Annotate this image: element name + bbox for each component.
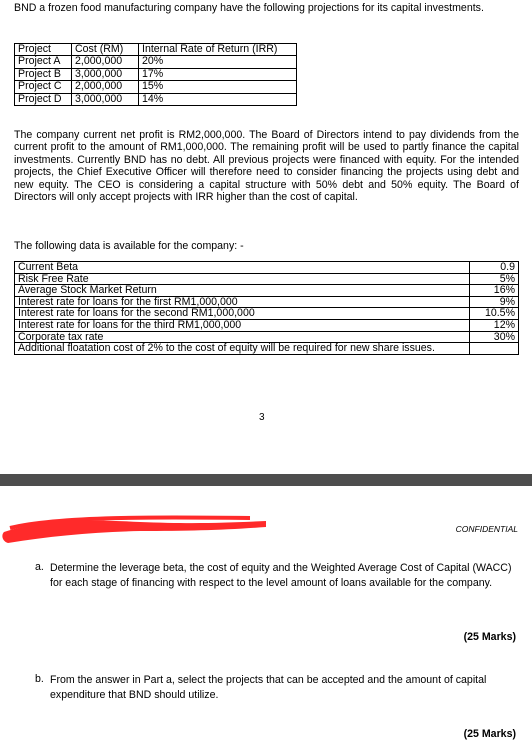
table-cell [470,343,519,355]
question-text: From the answer in Part a, select the projects that can be accepted and the amount of capital expenditure that BND should utilize. [50,674,487,701]
table-cell: 5% [470,273,519,285]
table-row [15,331,519,343]
data-intro: The following data is available for the company: - [14,240,244,252]
intro-paragraph: BND a frozen food manufacturing company have the following projections for its capital investments. [14,2,484,14]
page-number: 3 [259,412,265,423]
page-divider [0,474,532,486]
table-cell: 9% [470,296,519,308]
question-marks: (25 Marks) [463,728,516,740]
table-cell: 0.9 [470,262,519,274]
table-cell: 3,000,000 [72,93,139,105]
question-letter: b. [35,673,44,685]
table-cell: 15% [139,81,297,93]
table-row [15,308,519,320]
table-row [15,343,519,355]
table-cell: Project D [15,93,72,105]
table-row [15,319,519,331]
table-cell: Current Beta [15,262,470,274]
table-row [15,68,297,80]
projects-table [14,43,297,106]
table-row [15,296,519,308]
table-cell: Project B [15,68,72,80]
table-cell: Interest rate for loans for the second RM1,000,000 [15,308,470,320]
table-cell: 17% [139,68,297,80]
table-row [15,285,519,297]
table-cell: Average Stock Market Return [15,285,470,297]
table-cell: 3,000,000 [72,68,139,80]
table-cell: 12% [470,319,519,331]
table-cell: 10.5% [470,308,519,320]
column-header: Cost (RM) [72,44,139,56]
table-cell: Project C [15,81,72,93]
company-data-table [14,261,519,355]
table-row [15,56,297,68]
table-row [15,273,519,285]
table-row [15,262,519,274]
question-marks: (25 Marks) [463,631,516,643]
table-row [15,81,297,93]
table-cell: Risk Free Rate [15,273,470,285]
table-cell: 2,000,000 [72,56,139,68]
table-cell: 16% [470,285,519,297]
table-cell: Interest rate for loans for the first RM1,000,000 [15,296,470,308]
question-letter: a. [35,561,44,573]
redaction-mark [0,512,270,546]
table-cell: Project A [15,56,72,68]
table-note: Additional floatation cost of 2% to the cost of equity will be required for new share issues. [15,343,470,355]
table-cell: Corporate tax rate [15,331,470,343]
body-paragraph: The company current net profit is RM2,000,000. The Board of Directors intend to pay dividends from the current profit to the amount of RM1,000,000. The remaining profit will be used to partly finance the capital investments. Currently BND has no debt. All previous projects were financed with equity. For the intended projects, the Chief Executive Officer will therefore need to consider financing the projects using debt and new equity. The CEO is considering a capital structure with 50% debt and 50% equity. The Board of Directors will only accept projects with IRR higher than the cost of capital. [14,129,519,204]
table-cell: 2,000,000 [72,81,139,93]
table-cell: 30% [470,331,519,343]
table-cell: 14% [139,93,297,105]
table-header-row [15,44,297,56]
table-cell: Interest rate for loans for the third RM1,000,000 [15,319,470,331]
table-row [15,93,297,105]
question-text: Determine the leverage beta, the cost of equity and the Weighted Average Cost of Capital (WACC) for each stage of financing with respect to the level amount of loans available for the company. [50,562,512,589]
column-header: Internal Rate of Return (IRR) [139,44,297,56]
column-header: Project [15,44,72,56]
table-cell: 20% [139,56,297,68]
confidential-label: CONFIDENTIAL [455,524,518,534]
